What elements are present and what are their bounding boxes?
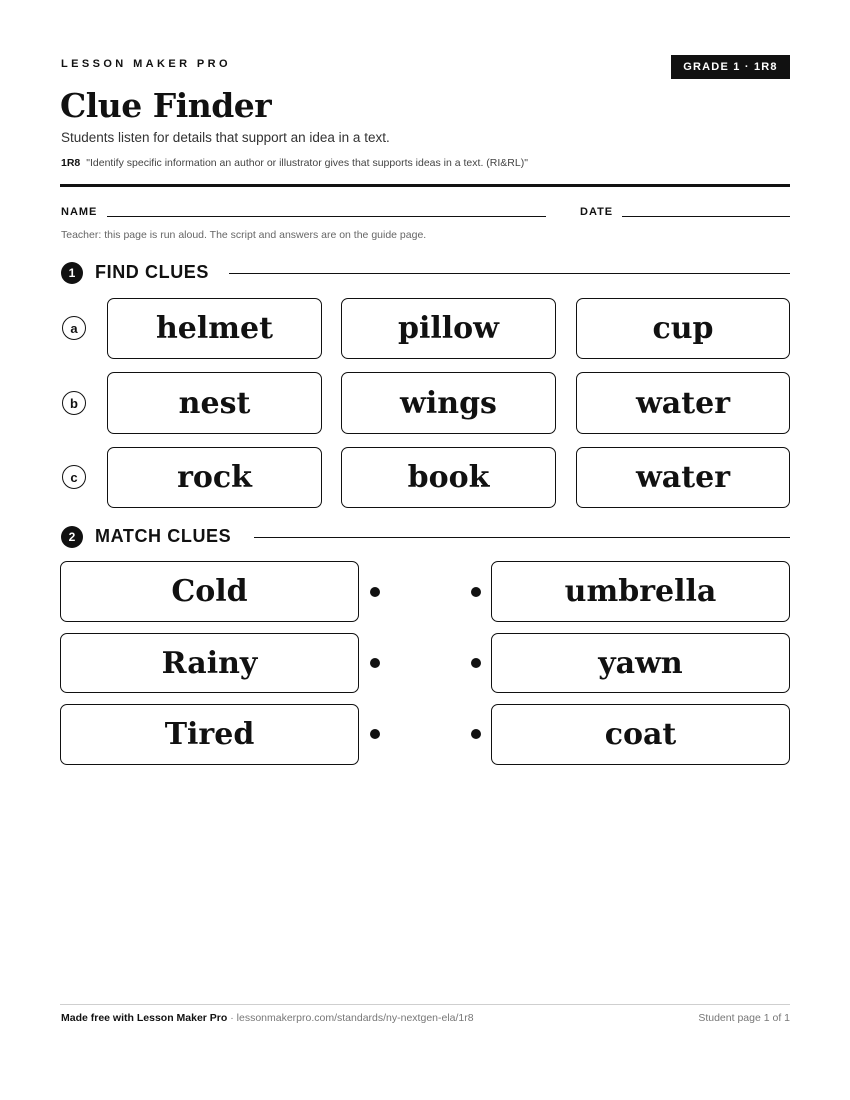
match-left-card-3[interactable]: Tired bbox=[60, 704, 359, 765]
clue-card-c3[interactable]: water bbox=[576, 447, 790, 508]
clue-card-c1[interactable]: rock bbox=[107, 447, 322, 508]
page-subtitle: Students listen for details that support an idea in a text. bbox=[61, 130, 390, 145]
clue-card-c2[interactable]: book bbox=[341, 447, 556, 508]
section-2-number: 2 bbox=[61, 526, 83, 548]
match-right-dot-2[interactable] bbox=[471, 658, 481, 668]
match-left-dot-1[interactable] bbox=[370, 587, 380, 597]
name-label: NAME bbox=[61, 206, 98, 218]
teacher-note: Teacher: this page is run aloud. The script and answers are on the guide page. bbox=[61, 229, 427, 241]
match-left-dot-2[interactable] bbox=[370, 658, 380, 668]
clue-card-a3[interactable]: cup bbox=[576, 298, 790, 359]
section-2-title: MATCH CLUES bbox=[95, 526, 232, 546]
match-left-card-1[interactable]: Cold bbox=[60, 561, 359, 622]
date-field[interactable] bbox=[622, 216, 790, 217]
clue-card-a2[interactable]: pillow bbox=[341, 298, 556, 359]
section-1-number: 1 bbox=[61, 262, 83, 284]
clue-card-a1[interactable]: helmet bbox=[107, 298, 322, 359]
match-right-dot-1[interactable] bbox=[471, 587, 481, 597]
clue-card-b3[interactable]: water bbox=[576, 372, 790, 434]
footer-divider bbox=[60, 1004, 790, 1005]
footer-made-with: Made free with Lesson Maker Pro bbox=[61, 1012, 228, 1024]
section-1-title: FIND CLUES bbox=[95, 262, 209, 282]
page-title: Clue Finder bbox=[60, 86, 272, 125]
match-left-dot-3[interactable] bbox=[370, 729, 380, 739]
footer-credit bbox=[61, 1012, 474, 1024]
standard-code: 1R8 bbox=[61, 157, 81, 169]
row-letter-c: c bbox=[62, 465, 86, 489]
match-left-card-2[interactable]: Rainy bbox=[60, 633, 359, 693]
standard-text: "Identify specific information an author or illustrator gives that supports ideas in a text. (RI&RL)" bbox=[86, 157, 528, 169]
row-letter-a: a bbox=[62, 316, 86, 340]
match-right-card-3[interactable]: coat bbox=[491, 704, 790, 765]
grade-badge: GRADE 1 · 1R8 bbox=[671, 55, 790, 79]
brand-name: LESSON MAKER PRO bbox=[61, 58, 231, 70]
date-label: DATE bbox=[580, 206, 614, 218]
match-right-card-2[interactable]: yawn bbox=[491, 633, 790, 693]
match-right-dot-3[interactable] bbox=[471, 729, 481, 739]
section-1-rule bbox=[229, 273, 790, 274]
name-field[interactable] bbox=[107, 216, 546, 217]
footer-url: · lessonmakerpro.com/standards/ny-nextgen-ela/1r8 bbox=[227, 1012, 474, 1024]
section-2-rule bbox=[254, 537, 790, 538]
row-letter-b: b bbox=[62, 391, 86, 415]
footer-page-number: Student page 1 of 1 bbox=[698, 1012, 790, 1024]
standard-line bbox=[61, 157, 528, 169]
header-divider bbox=[60, 184, 790, 187]
clue-card-b2[interactable]: wings bbox=[341, 372, 556, 434]
clue-card-b1[interactable]: nest bbox=[107, 372, 322, 434]
match-right-card-1[interactable]: umbrella bbox=[491, 561, 790, 622]
